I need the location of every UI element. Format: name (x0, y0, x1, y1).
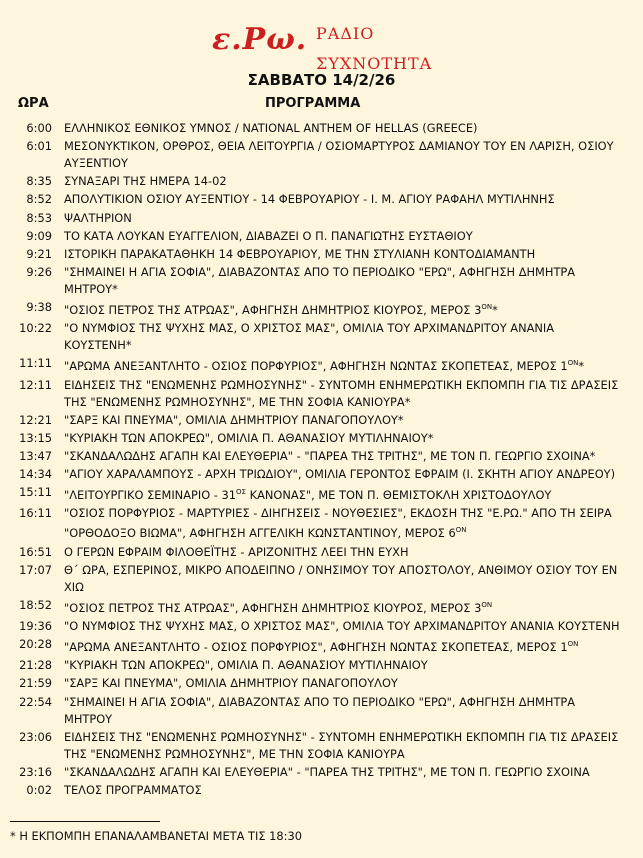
schedule-time: 20:28 (19, 637, 52, 652)
logo-radio-label: ΡΑΔΙΟ (316, 24, 375, 43)
schedule-row (0, 246, 643, 263)
program-column-header: ΠΡΟΓΡΑΜΜΑ (265, 96, 361, 111)
program-text: "ΟΣΙΟΣ ΠΕΤΡΟΣ ΤΗΣ ΑΤΡΩΑΣ", ΑΦΗΓΗΣΗ ΔΗΜΗΤΡΙΟΣ ΚΙΟΥΡΟΣ, ΜΕΡΟΣ 3 (64, 303, 482, 318)
schedule-time: 21:59 (19, 676, 52, 691)
program-text: "ΟΣΙΟΣ ΠΕΤΡΟΣ ΤΗΣ ΑΤΡΩΑΣ", ΑΦΗΓΗΣΗ ΔΗΜΗΤΡΙΟΣ ΚΙΟΥΡΟΣ, ΜΕΡΟΣ 3 (64, 600, 482, 615)
program-text: ΕΛΛΗΝΙΚΟΣ ΕΘΝΙΚΟΣ ΥΜΝΟΣ / NATIONAL ANTHEM OF HELLAS (GREECE) (64, 121, 478, 135)
program-text: ΣΥΝΑΞΑΡΙ ΤΗΣ ΗΜΕΡΑ 14-02 (64, 174, 227, 189)
program-text-tail: * (492, 303, 498, 318)
schedule-row (0, 430, 643, 447)
schedule-row (0, 729, 643, 763)
schedule-time: 6:01 (26, 139, 52, 154)
schedule-program (64, 562, 624, 596)
schedule-time: 8:35 (26, 174, 52, 189)
schedule-program (64, 675, 624, 692)
schedule-time: 9:09 (26, 228, 52, 243)
schedule-row (0, 597, 643, 617)
ordinal-suffix: ΟΝ (481, 600, 493, 609)
schedule-time: 18:52 (19, 597, 52, 612)
schedule-program (64, 544, 624, 561)
program-text: ΤΟ ΚΑΤΑ ΛΟΥΚΑΝ ΕΥΑΓΓΕΛΙΟΝ, ΔΙΑΒΑΖΕΙ Ο Π. ΠΑΝΑΓΙΩΤΗΣ ΕΥΣΤΑΘΙΟΥ (64, 228, 473, 243)
program-text: "ΣΑΡΞ ΚΑΙ ΠΝΕΥΜΑ", ΟΜΙΛΙΑ ΔΗΜΗΤΡΙΟΥ ΠΑΝΑΓΟΠΟΥΛΟΥ* (64, 412, 404, 427)
program-text: "ΚΥΡΙΑΚΗ ΤΩΝ ΑΠΟΚΡΕΩ", ΟΜΙΛΙΑ Π. ΑΘΑΝΑΣΙΟΥ ΜΥΤΙΛΗΝΑΙΟΥ (64, 658, 428, 673)
program-text: ΤΕΛΟΣ ΠΡΟΓΡΑΜΜΑΤΟΣ (64, 782, 202, 797)
program-text: Ο ΓΕΡΩΝ ΕΦΡΑΙΜ ΦΙΛΟΘΕΪΤΗΣ - ΑΡΙΖΟΝΙΤΗΣ ΛΕΕΙ ΤΗΝ ΕΥΧΗ (64, 544, 409, 559)
schedule-row (0, 173, 643, 190)
schedule-date-title: ΣΑΒΒΑΤΟ 14/2/26 (247, 71, 396, 89)
program-text: ΜΕΣΟΝΥΚΤΙΚΟΝ, ΟΡΘΡΟΣ, ΘΕΙΑ ΛΕΙΤΟΥΡΓΙΑ / ΟΣΙΟΜΑΡΤΥΡΟΣ ΔΑΜΙΑΝΟΥ ΤΟΥ ΕΝ ΛΑΡΙΣΗ, ΟΣΙΟΥ ΑΥΞΕΝΤΙΟΥ (64, 139, 614, 171)
program-text: "ΟΣΙΟΣ ΠΟΡΦΥΡΙΟΣ - ΜΑΡΤΥΡΙΕΣ - ΔΙΗΓΗΣΕΙΣ - ΝΟΥΘΕΣΙΕΣ", ΕΚΔΟΣΗ ΤΗΣ "Ε.ΡΩ." ΑΠΟ ΤΗ ΣΕΙΡΑ "ΟΡΘΟΔΟΞΟ ΒΙΩΜΑ", ΑΦΗΓΗΣΗ ΑΓΓΕΛΙΚΗ ΚΩΝΣΤΑΝΤΙΝΟΥ, ΜΕΡΟΣ 6 (64, 506, 612, 541)
schedule-program (64, 138, 624, 172)
schedule-program (64, 505, 624, 542)
schedule-time: 10:22 (19, 321, 52, 336)
schedule-row (0, 355, 643, 375)
schedule-row (0, 544, 643, 561)
schedule-row (0, 138, 643, 172)
schedule-time: 12:11 (19, 377, 52, 392)
schedule-row (0, 618, 643, 635)
logo-mark: ε.Ρω. (212, 22, 308, 57)
schedule-time: 19:36 (19, 618, 52, 633)
schedule-row (0, 299, 643, 319)
program-text: "ΣΚΑΝΔΑΛΩΔΗΣ ΑΓΑΠΗ ΚΑΙ ΕΛΕΥΘΕΡΙΑ" - "ΠΑΡΕΑ ΤΗΣ ΤΡΙΤΗΣ", ΜΕ ΤΟΝ Π. ΓΕΩΡΓΙΟ ΣΧΟΙΝΑ* (64, 448, 596, 463)
program-text: "ΣΑΡΞ ΚΑΙ ΠΝΕΥΜΑ", ΟΜΙΛΙΑ ΔΗΜΗΤΡΙΟΥ ΠΑΝΑΓΟΠΟΥΛΟΥ (64, 676, 398, 691)
schedule-time: 22:54 (19, 694, 52, 709)
schedule-row (0, 484, 643, 504)
schedule-program (64, 355, 624, 375)
schedule-time: 9:26 (26, 264, 52, 279)
schedule-program (64, 657, 624, 674)
program-text: ΨΑΛΤΗΡΙΟΝ (64, 210, 132, 225)
schedule-program (64, 636, 624, 656)
schedule-time: 21:28 (19, 658, 52, 673)
schedule-row (0, 191, 643, 208)
ordinal-suffix: ΟΝ (481, 303, 493, 312)
schedule-program (64, 173, 624, 190)
schedule-program (64, 377, 624, 411)
program-text: ΕΙΔΗΣΕΙΣ ΤΗΣ "ΕΝΩΜΕΝΗΣ ΡΩΜΗΟΣΥΝΗΣ" - ΣΥΝΤΟΜΗ ΕΝΗΜΕΡΩΤΙΚΗ ΕΚΠΟΜΠΗ ΓΙΑ ΤΙΣ ΔΡΑΣΕΙΣ ΤΗΣ "ΕΝΩΜΕΝΗΣ ΡΩΜΗΟΣΥΝΗΣ", ΜΕ ΤΗΝ ΣΟΦΙΑ ΚΑΝΙΟΥΡΑ (64, 729, 619, 761)
ordinal-suffix: ΟΣ (236, 488, 246, 497)
schedule-row (0, 448, 643, 465)
schedule-row (0, 320, 643, 354)
schedule-time: 16:11 (19, 506, 52, 521)
schedule-row (0, 264, 643, 298)
footnote: * Η ΕΚΠΟΜΠΗ ΕΠΑΝΑΛΑΜΒΑΝΕΤΑΙ ΜΕΤΑ ΤΙΣ 18:30 (10, 829, 302, 843)
ordinal-suffix: ΟΝ (567, 359, 579, 368)
schedule-time: 13:15 (19, 430, 52, 445)
schedule-program (64, 299, 624, 319)
program-text: "ΣΗΜΑΙΝΕΙ Η ΑΓΙΑ ΣΟΦΙΑ", ΔΙΑΒΑΖΟΝΤΑΣ ΑΠΟ ΤΟ ΠΕΡΙΟΔΙΚΟ "ΕΡΩ", ΑΦΗΓΗΣΗ ΔΗΜΗΤΡΑ ΜΗΤΡΟΥ (64, 694, 576, 726)
schedule-row (0, 636, 643, 656)
schedule-program (64, 120, 624, 137)
schedule-program (64, 191, 624, 208)
program-text: Θ΄ ΩΡΑ, ΕΣΠΕΡΙΝΟΣ, ΜΙΚΡΟ ΑΠΟΔΕΙΠΝΟ / ΟΝΗΣΙΜΟΥ ΤΟΥ ΑΠΟΣΤΟΛΟΥ, ΑΝΘΙΜΟΥ ΟΣΙΟΥ ΤΟΥ ΕΝ ΧΙΩ (64, 562, 618, 594)
schedule-row (0, 694, 643, 728)
schedule-time: 13:47 (19, 448, 52, 463)
ordinal-suffix: ΟΝ (567, 640, 579, 649)
schedule-program (64, 597, 624, 617)
schedule-row (0, 675, 643, 692)
schedule-time: 0:02 (26, 782, 52, 797)
ordinal-suffix: ΟΝ (455, 526, 467, 535)
schedule-program (64, 729, 624, 763)
program-text: "ΣΗΜΑΙΝΕΙ Η ΑΓΙΑ ΣΟΦΙΑ", ΔΙΑΒΑΖΟΝΤΑΣ ΑΠΟ ΤΟ ΠΕΡΙΟΔΙΚΟ "ΕΡΩ", ΑΦΗΓΗΣΗ ΔΗΜΗΤΡΑ ΜΗΤΡΟΥ* (64, 264, 576, 296)
schedule-program (64, 264, 624, 298)
program-text: "ΑΡΩΜΑ ΑΝΕΞΑΝΤΛΗΤΟ - ΟΣΙΟΣ ΠΟΡΦΥΡΙΟΣ", ΑΦΗΓΗΣΗ ΝΩΝΤΑΣ ΣΚΟΠΕΤΕΑΣ, ΜΕΡΟΣ 1 (64, 640, 568, 655)
schedule-row (0, 505, 643, 542)
schedule-program (64, 764, 624, 781)
schedule-row (0, 210, 643, 227)
schedule-time: 8:53 (26, 210, 52, 225)
schedule-program (64, 320, 624, 354)
schedule-program (64, 694, 624, 728)
schedule-time: 12:21 (19, 412, 52, 427)
program-text: "ΑΓΙΟΥ ΧΑΡΑΛΑΜΠΟΥΣ - ΑΡΧΗ ΤΡΙΩΔΙΟΥ", ΟΜΙΛΙΑ ΓΕΡΟΝΤΟΣ ΕΦΡΑΙΜ (Ι. ΣΚΗΤΗ ΑΓΙΟΥ ΑΝΔΡΕΟΥ) (64, 467, 616, 482)
schedule-row (0, 377, 643, 411)
schedule-time: 8:52 (26, 192, 52, 207)
schedule-row (0, 657, 643, 674)
program-text: ΑΠΟΛΥΤΙΚΙΟΝ ΟΣΙΟΥ ΑΥΞΕΝΤΙΟΥ - 14 ΦΕΒΡΟΥΑΡΙΟΥ - Ι. Μ. ΑΓΙΟΥ ΡΑΦΑΗΛ ΜΥΤΙΛΗΝΗΣ (64, 192, 555, 207)
program-text: "ΛΕΙΤΟΥΡΓΙΚΟ ΣΕΜΙΝΑΡΙΟ - 31 (64, 488, 237, 503)
schedule-program (64, 228, 624, 245)
schedule-list (0, 120, 643, 800)
program-text: "ΚΥΡΙΑΚΗ ΤΩΝ ΑΠΟΚΡΕΩ", ΟΜΙΛΙΑ Π. ΑΘΑΝΑΣΙΟΥ ΜΥΤΙΛΗΝΑΙΟΥ* (64, 430, 434, 445)
schedule-program (64, 246, 624, 263)
schedule-time: 15:11 (19, 485, 52, 500)
logo-frequency-label: ΣΥΧΝΟΤΗΤΑ (316, 54, 433, 73)
schedule-row (0, 228, 643, 245)
schedule-program (64, 484, 624, 504)
schedule-row (0, 466, 643, 483)
time-column-header: ΩΡΑ (18, 96, 49, 111)
program-text-tail: * (578, 359, 585, 374)
program-text-tail: ΚΑΝΟΝΑΣ", ΜΕ ΤΟΝ Π. ΘΕΜΙΣΤΟΚΛΗ ΧΡΙΣΤΟΔΟΥΛΟΥ (245, 488, 552, 503)
schedule-time: 23:06 (19, 729, 52, 744)
schedule-row (0, 120, 643, 137)
schedule-time: 11:11 (19, 356, 52, 371)
schedule-program (64, 430, 624, 447)
schedule-row (0, 412, 643, 429)
schedule-program (64, 618, 624, 635)
schedule-time: 23:16 (19, 764, 52, 779)
schedule-program (64, 448, 624, 465)
program-text: "ΣΚΑΝΔΑΛΩΔΗΣ ΑΓΑΠΗ ΚΑΙ ΕΛΕΥΘΕΡΙΑ" - "ΠΑΡΕΑ ΤΗΣ ΤΡΙΤΗΣ", ΜΕ ΤΟΝ Π. ΓΕΩΡΓΙΟ ΣΧΟΙΝΑ (64, 764, 590, 779)
program-text: "Ο ΝΥΜΦΙΟΣ ΤΗΣ ΨΥΧΗΣ ΜΑΣ, Ο ΧΡΙΣΤΟΣ ΜΑΣ", ΟΜΙΛΙΑ ΤΟΥ ΑΡΧΙΜΑΝΔΡΙΤΟΥ ΑΝΑΝΙΑ ΚΟΥΣΤΕΝΗ (64, 618, 620, 633)
schedule-time: 6:00 (26, 121, 52, 135)
schedule-program (64, 210, 624, 227)
station-logo (212, 14, 442, 73)
footnote-divider (10, 821, 160, 822)
schedule-time: 16:51 (19, 544, 52, 559)
schedule-program (64, 466, 624, 483)
schedule-time: 14:34 (19, 467, 52, 482)
program-text: "Ο ΝΥΜΦΙΟΣ ΤΗΣ ΨΥΧΗΣ ΜΑΣ, Ο ΧΡΙΣΤΟΣ ΜΑΣ", ΟΜΙΛΙΑ ΤΟΥ ΑΡΧΙΜΑΝΔΡΙΤΟΥ ΑΝΑΝΙΑ ΚΟΥΣΤΕΝΗ* (64, 321, 555, 353)
schedule-program (64, 412, 624, 429)
schedule-program (64, 782, 624, 799)
schedule-time: 9:38 (26, 300, 52, 315)
program-text: ΙΣΤΟΡΙΚΗ ΠΑΡΑΚΑΤΑΘΗΚΗ 14 ΦΕΒΡΟΥΑΡΙΟΥ, ΜΕ ΤΗΝ ΣΤΥΛΙΑΝΗ ΚΟΝΤΟΔΙΑΜΑΝΤΗ (64, 246, 536, 261)
program-text: "ΑΡΩΜΑ ΑΝΕΞΑΝΤΛΗΤΟ - ΟΣΙΟΣ ΠΟΡΦΥΡΙΟΣ", ΑΦΗΓΗΣΗ ΝΩΝΤΑΣ ΣΚΟΠΕΤΕΑΣ, ΜΕΡΟΣ 1 (64, 359, 568, 374)
schedule-row (0, 562, 643, 596)
program-text: ΕΙΔΗΣΕΙΣ ΤΗΣ "ΕΝΩΜΕΝΗΣ ΡΩΜΗΟΣΥΝΗΣ" - ΣΥΝΤΟΜΗ ΕΝΗΜΕΡΩΤΙΚΗ ΕΚΠΟΜΠΗ ΓΙΑ ΤΙΣ ΔΡΑΣΕΙΣ ΤΗΣ "ΕΝΩΜΕΝΗΣ ΡΩΜΗΟΣΥΝΗΣ", ΜΕ ΤΗΝ ΣΟΦΙΑ ΚΑΝΙΟΥΡΑ* (64, 377, 619, 409)
schedule-row (0, 782, 643, 799)
schedule-row (0, 764, 643, 781)
schedule-time: 17:07 (19, 562, 52, 577)
schedule-time: 9:21 (26, 246, 52, 261)
